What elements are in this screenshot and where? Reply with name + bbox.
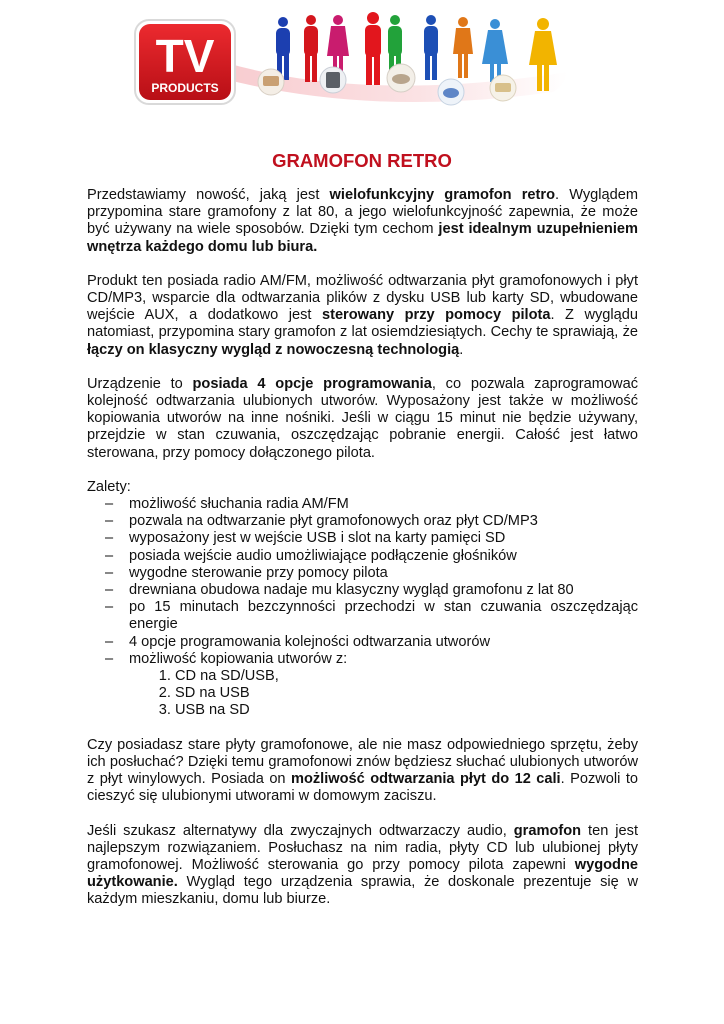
programming-paragraph [87, 376, 638, 462]
page-title: GRAMOFON RETRO [272, 150, 452, 171]
dash-bullet: – [105, 530, 114, 547]
dash-bullet: – [105, 582, 114, 599]
person-silhouette-icon [304, 15, 318, 82]
list-item: – po 15 minutach bezczynności przechodzi w stan czuwania oszczędzając energie [105, 599, 638, 633]
tv-products-logo [135, 20, 235, 104]
dash-bullet: – [105, 513, 114, 530]
list-item: – możliwość słuchania radia AM/FM [105, 496, 349, 513]
intro-paragraph [87, 187, 638, 256]
dash-bullet: – [105, 547, 114, 564]
advantages-label: Zalety: [87, 478, 131, 495]
dash-bullet: – [105, 496, 114, 513]
text-run: Jeśli szukasz alternatywy dla zwyczajnych odtwarzaczy audio, [87, 822, 514, 839]
header-banner [133, 12, 573, 108]
product-thumbnail-icon [320, 67, 346, 93]
list-item: – drewniana obudowa nadaje mu klasyczny wygląd gramofonu z lat 80 [105, 582, 574, 599]
list-item: – możliwość kopiowania utworów z: 1. CD na SD/USB, 2. SD na USB 3. USB na SD [87, 651, 638, 720]
summary-paragraph [87, 823, 638, 909]
product-thumbnail-icon [258, 69, 284, 95]
bold-text-run: gramofon [513, 822, 582, 839]
bold-text-run: wielofunkcyjny gramofon retro [329, 187, 555, 203]
person-silhouette-icon [453, 17, 473, 78]
product-thumbnail-icon [438, 79, 464, 105]
vinyl-paragraph [87, 737, 638, 806]
bold-text-run: jest idealnym uzupełnieniem wnętrza każdego domu lub biura. [87, 221, 638, 255]
person-silhouette-icon [424, 15, 438, 80]
person-silhouette-icon [365, 12, 381, 85]
text-run: ten jest najlepszym rozwiązaniem. Posłuchasz na nim radia, płyty CD lub ulubionej płyty gramofonowej. Możliwość sterowania go przy pomocy pilota zapewni [87, 822, 638, 873]
list-item: 3. USB na SD [175, 702, 638, 719]
list-item: – pozwala na odtwarzanie płyt gramofonowych oraz płyt CD/MP3 [105, 513, 538, 530]
dash-bullet: – [105, 599, 114, 616]
dash-bullet: – [105, 650, 114, 667]
text-run: , co pozwala zaprogramować kolejność odtwarzania ulubionych utworów. Wyposażony jest także w możliwość kopiowania utworów na inne nośniki. Jeśli w ciągu 15 minut nie będzie używany, przejdzie w stan czuwania, oszczędzając pobranie energii. Całość jest łatwo sterowana, przy pomocy dołączonego pilota. [87, 375, 638, 461]
product-thumbnail-icon [490, 75, 516, 101]
person-silhouette-icon [482, 19, 508, 82]
text-run: . Pozwoli to cieszyć się ulubionymi utworami w domowym zaciszu. [87, 771, 638, 805]
advantages-list [87, 496, 638, 720]
text-run: . [459, 341, 464, 358]
bold-text-run: sterowany przy pomocy pilota [321, 307, 551, 324]
bold-text-run: wygodne użytkowanie. [87, 856, 638, 891]
dash-bullet: – [105, 633, 114, 650]
copy-options-list [129, 668, 638, 720]
features-paragraph [87, 273, 638, 359]
text-run: Wygląd tego urządzenia sprawia, że doskonale prezentuje się w każdym mieszkaniu, domu lub biurze. [87, 874, 638, 908]
text-run: . Z wyglądu natomiast, przypomina stary gramofon z lat osiemdziesiątych. Cechy te sprawiają, że [87, 307, 638, 341]
list-item: – posiada wejście audio umożliwiające podłączenie głośników [105, 547, 517, 564]
bold-text-run: posiada 4 opcje programowania [192, 375, 432, 392]
list-item: 1. CD na SD/USB, [175, 668, 638, 685]
logo-text-products: PRODUCTS [151, 81, 219, 95]
dash-bullet: – [105, 564, 114, 581]
list-item: 2. SD na USB [175, 685, 638, 702]
logo-text-tv: TV [155, 30, 215, 82]
text-run: Czy posiadasz stare płyty gramofonowe, ale nie masz odpowiedniego sprzętu, żeby ich posłuchać? Dzięki temu gramofonowi znów będziesz słuchać ulubionych utworów z płyt winylowych. Posiada on [87, 736, 638, 788]
list-item: – wyposażony jest w wejście USB i slot na karty pamięci SD [105, 530, 506, 547]
text-run: Urządzenie to [87, 375, 193, 392]
list-item: – 4 opcje programowania kolejności odtwarzania utworów [105, 633, 490, 650]
text-run: Produkt ten posiada radio AM/FM, możliwość odtwarzania płyt gramofonowych i płyt CD/MP3, wsparcie dla odtwarzania plików z dysku USB lub karty SD, wbudowane wejście AUX, a dodatkowo jest [87, 272, 638, 324]
bold-text-run: możliwość odtwarzania płyt do 12 cali [290, 771, 561, 788]
text-run: Przedstawiamy nowość, jaką jest [87, 187, 330, 203]
document-body [87, 187, 638, 926]
bold-text-run: łączy on klasyczny wygląd z nowoczesną technologią [87, 341, 460, 358]
product-thumbnail-icon [387, 64, 415, 92]
text-run: . Wyglądem przypomina stare gramofony z lat 80, a jego wielofunkcyjność zapewnia, że może być używany na wiele sposobów. Dzięki tym cechom [87, 187, 639, 238]
list-item: – wygodne sterowanie przy pomocy pilota [105, 564, 388, 581]
